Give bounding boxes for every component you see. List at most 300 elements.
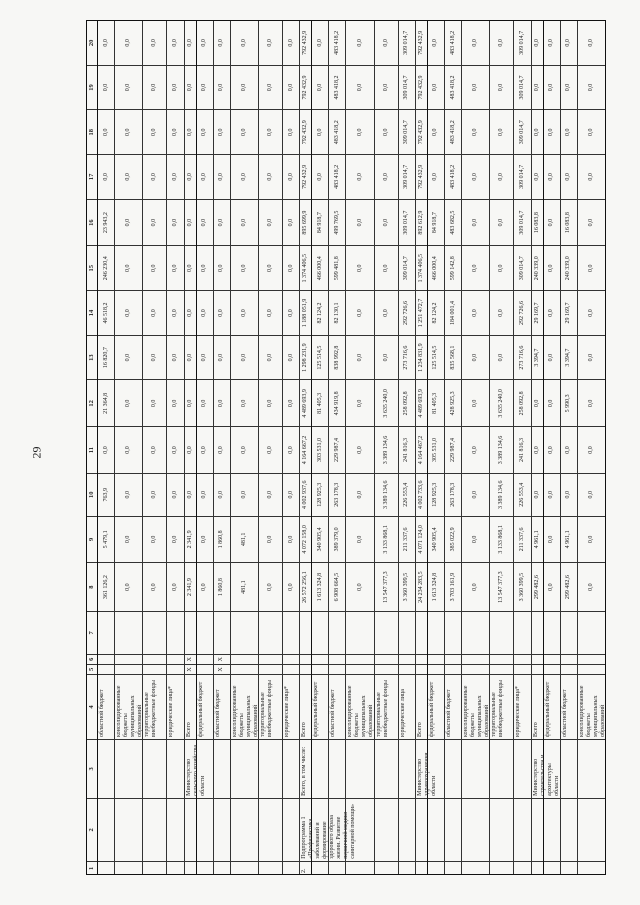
value-cell: 0,0: [283, 245, 299, 290]
col-7: [532, 611, 543, 654]
value-cell: 0,0: [544, 426, 560, 473]
value-cell: 0,0: [167, 379, 183, 426]
value-cell: 0,0: [346, 65, 373, 110]
value-cell: 0,0: [462, 379, 489, 426]
table-row: [115, 20, 143, 875]
table-row: [346, 20, 374, 875]
funding-source: консолидированные бюджеты муниципальных образований: [346, 674, 373, 739]
value-cell: 0,0: [532, 20, 543, 65]
value-cell: 0,0: [214, 335, 230, 380]
value-cell: 84 918,7: [428, 199, 444, 246]
program-name: [283, 798, 299, 861]
program-name: [462, 798, 489, 861]
col-5-mark: [300, 664, 311, 674]
value-cell: 0,0: [532, 109, 543, 154]
value-cell: 0,0: [197, 379, 213, 426]
col-6-mark: [375, 654, 398, 664]
value-cell: 599 142,8: [445, 245, 461, 290]
col-5-mark: X: [185, 664, 196, 674]
header-col-1: 1: [86, 861, 97, 875]
funding-source: территориальные внебюджетные фонды: [143, 674, 166, 739]
table-row: [399, 20, 416, 875]
program-name: [578, 798, 605, 861]
value-cell: 0,0: [578, 65, 605, 110]
executor: [197, 739, 213, 798]
value-cell: 0,0: [143, 109, 166, 154]
value-cell: 263 178,3: [445, 473, 461, 516]
col-6-mark: [259, 654, 282, 664]
col-5-mark: [532, 664, 543, 674]
col-6-mark: [197, 654, 213, 664]
header-col-16: 16: [86, 199, 97, 246]
executor: [167, 739, 183, 798]
col-6-mark: [514, 654, 530, 664]
header-col-17: 17: [86, 154, 97, 199]
value-cell: 309 014,7: [514, 109, 530, 154]
value-cell: 838 992,8: [329, 335, 345, 380]
value-cell: 0,0: [462, 426, 489, 473]
value-cell: 385 022,9: [445, 516, 461, 563]
value-cell: 0,0: [532, 65, 543, 110]
value-cell: 0,0: [375, 199, 398, 246]
value-cell: 0,0: [197, 426, 213, 473]
value-cell: 0,0: [578, 426, 605, 473]
col-7: [115, 611, 142, 654]
value-cell: 3 133 868,1: [490, 516, 513, 563]
value-cell: 23 943,2: [98, 199, 114, 246]
value-cell: 21 364,8: [98, 379, 114, 426]
value-cell: 46 518,2: [98, 290, 114, 335]
header-col-15: 15: [86, 245, 97, 290]
value-cell: 389 379,0: [329, 516, 345, 563]
value-cell: 0,0: [544, 199, 560, 246]
value-cell: 3 133 868,1: [375, 516, 398, 563]
table-row: [197, 20, 214, 875]
table-row: [445, 20, 462, 875]
value-cell: 0,0: [544, 516, 560, 563]
value-cell: 1 860,8: [214, 516, 230, 563]
value-cell: 4 072 158,0: [300, 516, 311, 563]
funding-source: федеральный бюджет: [544, 674, 560, 739]
value-cell: 0,0: [231, 379, 258, 426]
value-cell: 892 612,9: [416, 199, 427, 246]
value-cell: 428 925,3: [445, 379, 461, 426]
program-name: [231, 798, 258, 861]
value-cell: 1 188 051,9: [300, 290, 311, 335]
row-number: [185, 861, 196, 875]
table-row: [231, 20, 259, 875]
value-cell: 0,0: [283, 20, 299, 65]
value-cell: 13 547 377,3: [375, 562, 398, 611]
value-cell: 0,0: [490, 20, 513, 65]
header-col-8: 8: [86, 562, 97, 611]
executor: [462, 739, 489, 798]
value-cell: 0,0: [115, 473, 142, 516]
value-cell: 0,0: [561, 65, 577, 110]
value-cell: 0,0: [214, 245, 230, 290]
value-cell: 0,0: [544, 20, 560, 65]
value-cell: 4 164 667,2: [300, 426, 311, 473]
funding-source: федеральный бюджет: [312, 674, 328, 739]
value-cell: 0,0: [167, 335, 183, 380]
value-cell: 0,0: [167, 245, 183, 290]
value-cell: 0,0: [167, 20, 183, 65]
col-6-mark: [445, 654, 461, 664]
value-cell: 273 716,6: [514, 335, 530, 380]
executor: [346, 739, 373, 798]
value-cell: 211 337,6: [514, 516, 530, 563]
value-cell: 0,0: [375, 65, 398, 110]
value-cell: 305 531,0: [428, 426, 444, 473]
funding-source: областной бюджет: [329, 674, 345, 739]
col-5-mark: [462, 664, 489, 674]
funding-source: территориальные внебюджетные фонды: [259, 674, 282, 739]
col-5-mark: [544, 664, 560, 674]
value-cell: 0,0: [544, 109, 560, 154]
program-name: [259, 798, 282, 861]
value-cell: 340 905,4: [428, 516, 444, 563]
value-cell: 303 531,0: [312, 426, 328, 473]
col-7: [185, 611, 196, 654]
col-6-mark: [532, 654, 543, 664]
value-cell: 309 014,7: [399, 154, 415, 199]
value-cell: 0,0: [283, 426, 299, 473]
value-cell: 0,0: [167, 426, 183, 473]
value-cell: 0,0: [231, 245, 258, 290]
col-6-mark: [98, 654, 114, 664]
value-cell: 0,0: [428, 154, 444, 199]
header-col-10: 10: [86, 473, 97, 516]
value-cell: 0,0: [259, 199, 282, 246]
value-cell: 0,0: [462, 199, 489, 246]
col-5-mark: X: [214, 664, 230, 674]
value-cell: 0,0: [312, 154, 328, 199]
value-cell: 0,0: [428, 20, 444, 65]
table-row: [375, 20, 399, 875]
program-name: [98, 798, 114, 861]
col-5-mark: [490, 664, 513, 674]
header-col-20: 20: [86, 20, 97, 65]
row-number: [143, 861, 166, 875]
value-cell: 0,0: [283, 562, 299, 611]
value-cell: 0,0: [214, 154, 230, 199]
value-cell: 0,0: [115, 65, 142, 110]
value-cell: 0,0: [185, 109, 196, 154]
funding-source: консолидированные бюджеты муниципальных образований: [578, 674, 605, 739]
col-7: [514, 611, 530, 654]
col-6-mark: [346, 654, 373, 664]
value-cell: 0,0: [578, 562, 605, 611]
value-cell: 229 987,4: [329, 426, 345, 473]
value-cell: 3 389 134,6: [490, 473, 513, 516]
table-row: [329, 20, 346, 875]
value-cell: 0,0: [115, 20, 142, 65]
executor: Министерство строительства и архитектуры области: [532, 739, 543, 798]
col-6-mark: [312, 654, 328, 664]
value-cell: 0,0: [185, 65, 196, 110]
col-7: [231, 611, 258, 654]
col-5-mark: [329, 664, 345, 674]
program-name: [185, 798, 196, 861]
funding-source: Всего: [185, 674, 196, 739]
value-cell: 0,0: [259, 426, 282, 473]
value-cell: 226 553,4: [399, 473, 415, 516]
value-cell: 483 418,2: [329, 109, 345, 154]
funding-source: областной бюджет: [561, 674, 577, 739]
value-cell: 0,0: [259, 109, 282, 154]
value-cell: 0,0: [312, 109, 328, 154]
col-7: [578, 611, 605, 654]
value-cell: 481,1: [231, 562, 258, 611]
value-cell: 0,0: [185, 199, 196, 246]
value-cell: 0,0: [561, 109, 577, 154]
value-cell: 0,0: [312, 20, 328, 65]
funding-source: Всего: [532, 674, 543, 739]
col-5-mark: [445, 664, 461, 674]
value-cell: 0,0: [346, 516, 373, 563]
table-row: [143, 20, 167, 875]
col-5-mark: [312, 664, 328, 674]
table-row: [259, 20, 283, 875]
funding-source: федеральный бюджет: [428, 674, 444, 739]
table-row: [98, 20, 115, 875]
program-name: [445, 798, 461, 861]
page-number: 29: [29, 446, 44, 459]
value-cell: 241 816,3: [399, 426, 415, 473]
value-cell: 0,0: [143, 473, 166, 516]
col-6-mark: [300, 654, 311, 664]
funding-source: консолидированные бюджеты муниципальных образований: [115, 674, 142, 739]
col-6-mark: [399, 654, 415, 664]
value-cell: 3 360 399,5: [399, 562, 415, 611]
col-5-mark: [231, 664, 258, 674]
value-cell: 0,0: [283, 516, 299, 563]
executor: [115, 739, 142, 798]
value-cell: 5 479,1: [98, 516, 114, 563]
col-7: [283, 611, 299, 654]
col-5-mark: [346, 664, 373, 674]
value-cell: 309 014,7: [399, 109, 415, 154]
value-cell: 0,0: [214, 473, 230, 516]
executor: [143, 739, 166, 798]
value-cell: 0,0: [214, 290, 230, 335]
funding-source: юридические лица*: [283, 674, 299, 739]
col-7: [197, 611, 213, 654]
value-cell: 0,0: [115, 245, 142, 290]
value-cell: 309 014,7: [514, 154, 530, 199]
value-cell: 0,0: [490, 290, 513, 335]
value-cell: 0,0: [544, 154, 560, 199]
value-cell: 5 990,3: [561, 379, 577, 426]
value-cell: 0,0: [532, 473, 543, 516]
row-number: [197, 861, 213, 875]
value-cell: 1 860,8: [214, 562, 230, 611]
value-cell: 0,0: [143, 245, 166, 290]
funding-source: территориальные внебюджетные фонды: [375, 674, 398, 739]
value-cell: 0,0: [375, 154, 398, 199]
col-7: [259, 611, 282, 654]
header-col-4: 4: [86, 674, 97, 739]
executor: [544, 739, 560, 798]
col-5-mark: [98, 664, 114, 674]
executor: [375, 739, 398, 798]
value-cell: 4 002 937,6: [300, 473, 311, 516]
value-cell: 0,0: [346, 379, 373, 426]
header-col-5: 5: [86, 664, 97, 674]
program-name: [514, 798, 530, 861]
value-cell: 483 418,2: [445, 109, 461, 154]
col-6-mark: [283, 654, 299, 664]
value-cell: 0,0: [578, 20, 605, 65]
value-cell: 792 432,9: [416, 20, 427, 65]
program-name: [490, 798, 513, 861]
value-cell: 4 961,1: [561, 516, 577, 563]
value-cell: 263 178,3: [329, 473, 345, 516]
col-7: [428, 611, 444, 654]
value-cell: 0,0: [167, 473, 183, 516]
value-cell: 0,0: [561, 154, 577, 199]
value-cell: 0,0: [259, 290, 282, 335]
value-cell: 0,0: [283, 335, 299, 380]
col-5-mark: [416, 664, 427, 674]
value-cell: 309 014,7: [514, 65, 530, 110]
value-cell: 1 374 406,5: [300, 245, 311, 290]
program-name: [416, 798, 427, 861]
value-cell: 309 014,7: [399, 65, 415, 110]
value-cell: 483 682,5: [445, 199, 461, 246]
value-cell: 0,0: [98, 154, 114, 199]
value-cell: 0,0: [283, 65, 299, 110]
value-cell: 0,0: [115, 379, 142, 426]
col-6-mark: [167, 654, 183, 664]
value-cell: 16 820,7: [98, 335, 114, 380]
funding-source: Всего: [300, 674, 311, 739]
col-7: [143, 611, 166, 654]
value-cell: 4 489 693,9: [300, 379, 311, 426]
col-5-mark: [514, 664, 530, 674]
header-col-9: 9: [86, 516, 97, 563]
value-cell: 1 613 324,8: [428, 562, 444, 611]
row-number: [167, 861, 183, 875]
value-cell: 0,0: [98, 426, 114, 473]
row-number: [115, 861, 142, 875]
value-cell: 483 418,2: [329, 65, 345, 110]
col-7: [445, 611, 461, 654]
col-5-mark: [375, 664, 398, 674]
value-cell: 16 083,8: [561, 199, 577, 246]
value-cell: 0,0: [490, 245, 513, 290]
header-col-13: 13: [86, 335, 97, 380]
row-number: [231, 861, 258, 875]
program-name: [375, 798, 398, 861]
col-7: [490, 611, 513, 654]
value-cell: 309 014,7: [514, 20, 530, 65]
value-cell: 0,0: [462, 154, 489, 199]
table-row: [167, 20, 184, 875]
row-number: [283, 861, 299, 875]
row-number: [514, 861, 530, 875]
value-cell: 0,0: [578, 199, 605, 246]
value-cell: 0,0: [197, 335, 213, 380]
value-cell: 0,0: [578, 245, 605, 290]
executor: Всего, в том числе:: [300, 739, 311, 798]
value-cell: 0,0: [283, 290, 299, 335]
value-cell: 0,0: [143, 335, 166, 380]
value-cell: 26 572 256,1: [300, 562, 311, 611]
table-row: [283, 20, 300, 875]
col-7: [98, 611, 114, 654]
executor: [561, 739, 577, 798]
col-6-mark: [490, 654, 513, 664]
col-6-mark: [578, 654, 605, 664]
value-cell: 0,0: [259, 154, 282, 199]
value-cell: 0,0: [167, 562, 183, 611]
value-cell: 0,0: [197, 290, 213, 335]
row-number: [98, 861, 114, 875]
value-cell: 3 360 399,5: [514, 562, 530, 611]
value-cell: 292 726,6: [399, 290, 415, 335]
value-cell: 0,0: [346, 20, 373, 65]
value-cell: 1 234 831,9: [416, 335, 427, 380]
funding-source: юридические лица*: [514, 674, 530, 739]
program-name: Подпрограмма 1 «Профилактика заболеваний и формирование здорового образа жизни. Развитие первичной медико-санитарной помощи»: [300, 798, 311, 861]
value-cell: 2 341,9: [185, 562, 196, 611]
value-cell: 0,0: [346, 473, 373, 516]
row-number: [416, 861, 427, 875]
value-cell: 0,0: [490, 109, 513, 154]
value-cell: 0,0: [231, 199, 258, 246]
value-cell: 240 339,0: [561, 245, 577, 290]
value-cell: 0,0: [197, 65, 213, 110]
value-cell: 0,0: [544, 245, 560, 290]
funding-source: федеральный бюджет: [197, 674, 213, 739]
value-cell: 0,0: [462, 20, 489, 65]
value-cell: 483 418,2: [329, 154, 345, 199]
value-cell: 0,0: [197, 20, 213, 65]
row-number: [490, 861, 513, 875]
value-cell: 4 489 693,9: [416, 379, 427, 426]
value-cell: 309 014,7: [514, 245, 530, 290]
value-cell: 0,0: [283, 154, 299, 199]
value-cell: 0,0: [115, 562, 142, 611]
value-cell: 0,0: [490, 65, 513, 110]
program-name: [329, 798, 345, 861]
value-cell: 0,0: [197, 562, 213, 611]
value-cell: 128 925,3: [312, 473, 328, 516]
row-number: [214, 861, 230, 875]
value-cell: 0,0: [197, 199, 213, 246]
value-cell: 0,0: [197, 154, 213, 199]
funding-source: территориальные внебюджетные фонды: [490, 674, 513, 739]
col-5-mark: [283, 664, 299, 674]
value-cell: 0,0: [185, 154, 196, 199]
header-col-11: 11: [86, 426, 97, 473]
table-row: [544, 20, 561, 875]
table-row: [578, 20, 606, 875]
value-cell: 0,0: [143, 379, 166, 426]
executor: [214, 739, 230, 798]
value-cell: 299 482,6: [561, 562, 577, 611]
value-cell: 0,0: [490, 154, 513, 199]
program-name: [561, 798, 577, 861]
executor: [259, 739, 282, 798]
value-cell: 0,0: [346, 426, 373, 473]
value-cell: 0,0: [214, 109, 230, 154]
value-cell: 0,0: [462, 562, 489, 611]
value-cell: 0,0: [185, 20, 196, 65]
table-viewport: [86, 20, 606, 875]
value-cell: 0,0: [532, 426, 543, 473]
